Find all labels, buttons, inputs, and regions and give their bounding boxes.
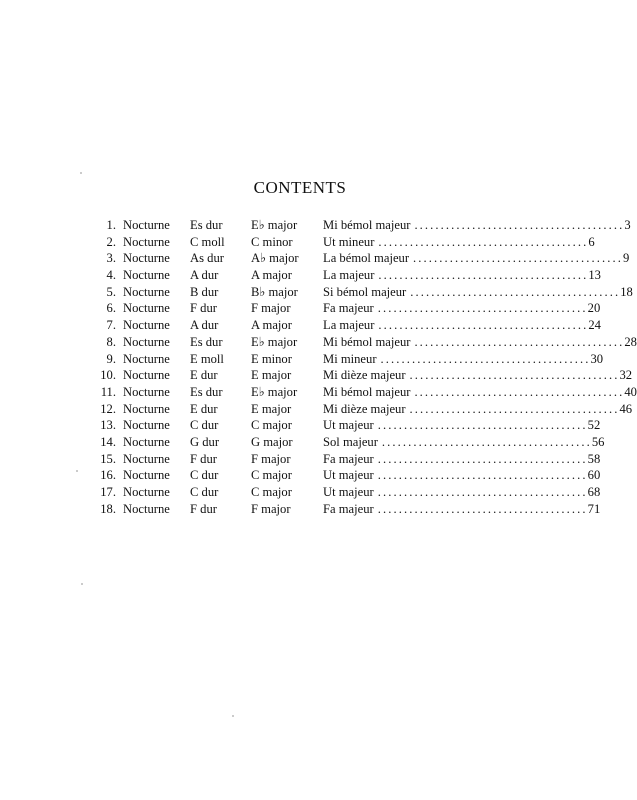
page-number: 40 <box>624 384 637 399</box>
french-and-page <box>323 417 601 434</box>
dot-leader: ........................................ <box>377 418 588 433</box>
page-number: 13 <box>588 268 601 283</box>
key-german: C dur <box>190 485 219 499</box>
contents-entry <box>0 351 604 368</box>
key-french: Ut majeur <box>323 485 374 499</box>
key-english: C major <box>251 468 292 483</box>
french-and-page <box>323 317 601 334</box>
key-german: E moll <box>190 351 224 366</box>
page-number: 52 <box>587 418 601 433</box>
key-french: La majeur <box>323 318 375 333</box>
french-and-page <box>323 250 630 267</box>
contents-entry <box>0 501 600 518</box>
dot-leader: ........................................ <box>377 301 588 316</box>
french-and-page <box>323 367 633 384</box>
key-german: C dur <box>190 418 219 433</box>
entry-number: 14. <box>100 434 116 449</box>
dot-leader: ........................................ <box>414 384 625 399</box>
entry-title: Nocturne <box>123 218 170 232</box>
french-and-page <box>323 384 637 401</box>
key-english: B♭ major <box>251 284 298 299</box>
dot-leader: ........................................ <box>413 251 623 266</box>
page-number: 60 <box>587 468 601 483</box>
entry-number: 17. <box>100 485 116 499</box>
key-german: E dur <box>190 368 218 383</box>
dot-leader: ........................................ <box>378 318 589 333</box>
entry-number: 8. <box>106 334 116 349</box>
entry-number: 7. <box>106 318 116 333</box>
french-and-page <box>323 451 601 468</box>
dot-leader: ........................................ <box>409 368 620 383</box>
entry-title: Nocturne <box>123 251 170 266</box>
contents-entry <box>0 451 600 468</box>
page-number: 6 <box>588 234 595 249</box>
dot-leader: ........................................ <box>378 234 589 249</box>
entry-title: Nocturne <box>123 368 170 383</box>
entry-number: 5. <box>106 284 116 299</box>
page-number: 68 <box>587 485 601 499</box>
key-english: E minor <box>251 351 292 366</box>
contents-list <box>0 217 637 517</box>
dot-leader: ........................................ <box>377 468 588 483</box>
page-number: 24 <box>588 318 601 333</box>
french-and-page <box>323 334 637 351</box>
french-and-page <box>323 434 605 451</box>
dot-leader: ........................................ <box>377 485 588 499</box>
contents-entry <box>0 417 600 434</box>
contents-entry <box>0 434 605 451</box>
entry-number: 3. <box>106 251 116 266</box>
key-german: B dur <box>190 284 219 299</box>
entry-number: 10. <box>100 368 116 383</box>
key-english: C major <box>251 418 292 433</box>
entry-title: Nocturne <box>123 501 170 516</box>
key-german: C dur <box>190 468 219 483</box>
entry-number: 15. <box>100 451 116 466</box>
contents-entry <box>0 367 633 384</box>
french-and-page <box>323 484 601 501</box>
key-german: A dur <box>190 318 219 333</box>
dot-leader: ........................................ <box>377 501 588 516</box>
entry-title: Nocturne <box>123 334 170 349</box>
key-german: F dur <box>190 451 217 466</box>
scan-speck <box>81 583 83 585</box>
french-and-page <box>323 234 595 251</box>
page-number: 58 <box>587 451 601 466</box>
key-english: F major <box>251 451 291 466</box>
contents-entry <box>0 317 600 334</box>
key-french: Ut mineur <box>323 234 375 249</box>
page-number: 9 <box>622 251 630 266</box>
french-and-page <box>323 501 601 518</box>
entry-title: Nocturne <box>123 384 170 399</box>
french-and-page <box>323 401 633 418</box>
key-english: C major <box>251 485 292 499</box>
entry-number: 1. <box>106 218 116 232</box>
contents-entry <box>0 234 600 251</box>
scan-speck <box>80 172 82 174</box>
dot-leader: ........................................ <box>381 434 592 449</box>
entry-title: Nocturne <box>123 268 170 283</box>
key-english: E major <box>251 401 292 416</box>
key-german: C moll <box>190 234 225 249</box>
key-french: Mi bémol majeur <box>323 384 411 399</box>
key-german: E dur <box>190 401 218 416</box>
key-french: Ut majeur <box>323 418 374 433</box>
key-english: E♭ major <box>251 334 298 349</box>
key-french: Ut majeur <box>323 468 374 483</box>
key-german: G dur <box>190 434 220 449</box>
entry-title: Nocturne <box>123 418 170 433</box>
key-german: Es dur <box>190 218 223 232</box>
key-french: La bémol majeur <box>323 251 410 266</box>
contents-entry <box>0 334 637 351</box>
contents-entry <box>0 284 633 301</box>
key-english: F major <box>251 501 291 516</box>
entry-title: Nocturne <box>123 234 170 249</box>
key-english: A major <box>251 268 292 283</box>
dot-leader: ........................................ <box>380 351 591 366</box>
page-number: 20 <box>587 301 601 316</box>
french-and-page <box>323 267 601 284</box>
contents-entry <box>0 267 600 284</box>
dot-leader: ........................................ <box>414 334 625 349</box>
key-french: Fa majeur <box>323 451 374 466</box>
entry-number: 4. <box>106 268 116 283</box>
dot-leader: ........................................ <box>409 401 620 416</box>
contents-entry <box>0 217 631 234</box>
contents-entry <box>0 384 637 401</box>
french-and-page <box>323 351 604 368</box>
entry-title: Nocturne <box>123 434 170 449</box>
key-french: Mi mineur <box>323 351 377 366</box>
key-german: F dur <box>190 501 217 516</box>
entry-number: 2. <box>106 234 116 249</box>
entry-title: Nocturne <box>123 485 170 499</box>
key-german: As dur <box>190 251 224 266</box>
key-french: Fa majeur <box>323 301 374 316</box>
key-french: Si bémol majeur <box>323 284 407 299</box>
key-english: A♭ major <box>251 251 299 266</box>
entry-number: 13. <box>100 418 116 433</box>
dot-leader: ........................................ <box>414 218 625 232</box>
scan-speck <box>76 470 78 472</box>
entry-title: Nocturne <box>123 451 170 466</box>
entry-title: Nocturne <box>123 301 170 316</box>
contents-entry <box>0 250 630 267</box>
entry-title: Nocturne <box>123 401 170 416</box>
key-french: Fa majeur <box>323 501 374 516</box>
page-number: 3 <box>624 218 631 232</box>
key-french: Mi bémol majeur <box>323 218 411 232</box>
entry-title: Nocturne <box>123 351 170 366</box>
page-number: 30 <box>590 351 604 366</box>
contents-entry <box>0 401 633 418</box>
page-number: 71 <box>587 501 601 516</box>
entry-number: 11. <box>100 384 116 399</box>
french-and-page <box>323 217 631 234</box>
key-english: E♭ major <box>251 218 298 232</box>
key-english: C minor <box>251 234 293 249</box>
entry-number: 18. <box>100 501 116 516</box>
dot-leader: ........................................ <box>410 284 621 299</box>
key-french: Mi bémol majeur <box>323 334 411 349</box>
contents-entry <box>0 467 600 484</box>
entry-title: Nocturne <box>123 284 170 299</box>
key-german: A dur <box>190 268 219 283</box>
key-french: Mi dièze majeur <box>323 368 406 383</box>
key-english: A major <box>251 318 292 333</box>
entry-number: 9. <box>106 351 116 366</box>
key-german: F dur <box>190 301 217 316</box>
page-number: 18 <box>620 284 633 299</box>
contents-entry <box>0 484 600 501</box>
french-and-page <box>323 467 601 484</box>
scan-speck <box>232 715 234 717</box>
page-number: 56 <box>591 434 605 449</box>
key-english: E♭ major <box>251 384 298 399</box>
entry-title: Nocturne <box>123 468 170 483</box>
dot-leader: ........................................ <box>377 451 588 466</box>
key-english: F major <box>251 301 291 316</box>
key-french: Mi dièze majeur <box>323 401 406 416</box>
entry-title: Nocturne <box>123 318 170 333</box>
key-english: G major <box>251 434 293 449</box>
page-title: CONTENTS <box>253 178 347 197</box>
entry-number: 12. <box>100 401 116 416</box>
key-german: Es dur <box>190 334 223 349</box>
key-french: Sol majeur <box>323 434 378 449</box>
french-and-page <box>323 284 633 301</box>
french-and-page <box>323 300 601 317</box>
contents-entry <box>0 300 600 317</box>
entry-number: 16. <box>100 468 116 483</box>
page-number: 32 <box>619 368 633 383</box>
dot-leader: ........................................ <box>378 268 589 283</box>
key-french: La majeur <box>323 268 375 283</box>
entry-number: 6. <box>106 301 116 316</box>
key-german: Es dur <box>190 384 223 399</box>
page-number: 28 <box>624 334 637 349</box>
key-english: E major <box>251 368 292 383</box>
page-number: 46 <box>619 401 633 416</box>
